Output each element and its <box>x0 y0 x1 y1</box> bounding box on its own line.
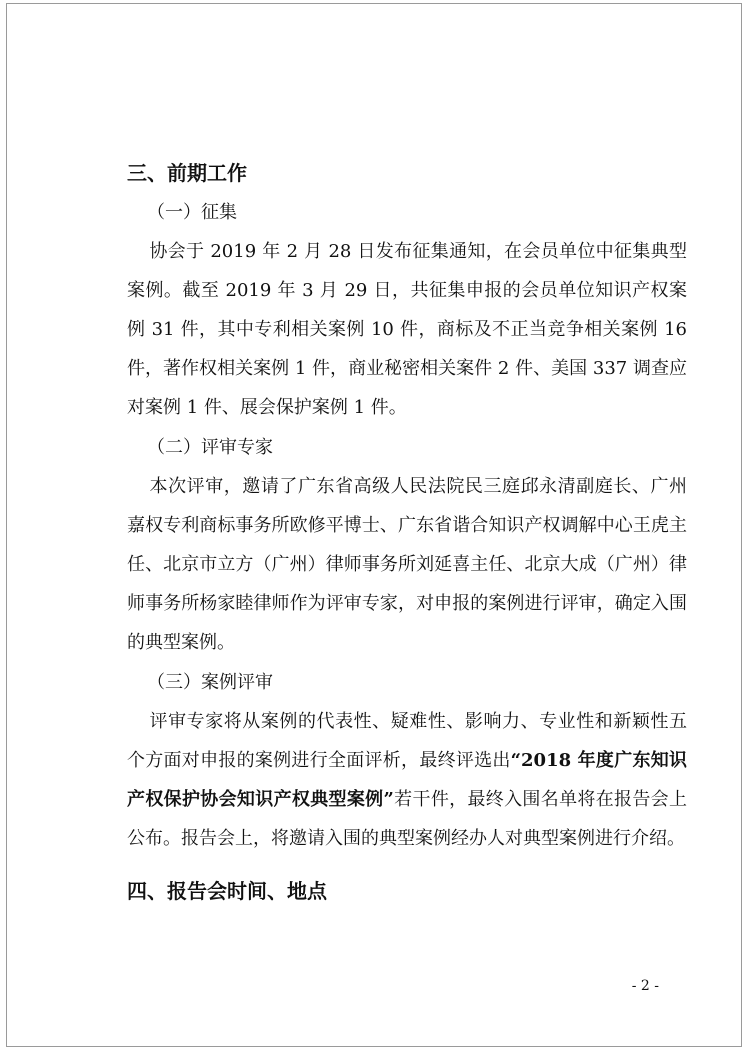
section-heading-3: 三、前期工作 <box>127 161 247 185</box>
paragraph-review-highlight: “2018 年度广东知识产权保护协会知识产权典型案例” <box>127 750 688 810</box>
page-number: - 2 - <box>631 978 659 994</box>
subheading-collection: （一）征集 <box>147 202 237 223</box>
paragraph-review <box>127 702 687 858</box>
paragraph-review-text-a: 评审专家将从案例的代表性、疑难性、影响力、专业性和新颖性五个方面对申报的案例进行全面评析，最终评选出 <box>127 711 687 771</box>
subheading-experts: （二）评审专家 <box>147 437 273 458</box>
paragraph-review-text-c: 若干件，最终入围名单将在报告会上公布。报告会上，将邀请入围的典型案例经办人对典型案例进行介绍。 <box>127 789 687 849</box>
paragraph-collection <box>127 232 687 427</box>
document-page <box>6 3 742 1047</box>
paragraph-collection-text: 协会于 2019 年 2 月 28 日发布征集通知，在会员单位中征集典型案例。截至 2019 年 3 月 29 日，共征集申报的会员单位知识产权案例 31 件，其中专利相关案例 10 件，商标及不正当竞争相关案例 16 件，著作权相关案例 1 件，商业秘密相关案件 2 件、美国 337 调查应对案例 1 件、展会保护案例 1 件。 <box>127 241 687 418</box>
subheading-review: （三）案例评审 <box>147 672 273 693</box>
paragraph-experts <box>127 467 687 662</box>
section-heading-4: 四、报告会时间、地点 <box>127 879 327 903</box>
paragraph-experts-text: 本次评审，邀请了广东省高级人民法院民三庭邱永清副庭长、广州嘉权专利商标事务所欧修平博士、广东省谐合知识产权调解中心王虎主任、北京市立方（广州）律师事务所刘延喜主任、北京大成（广州）律师事务所杨家睦律师作为评审专家，对申报的案例进行评审，确定入围的典型案例。 <box>127 476 687 653</box>
document-body <box>127 154 687 910</box>
